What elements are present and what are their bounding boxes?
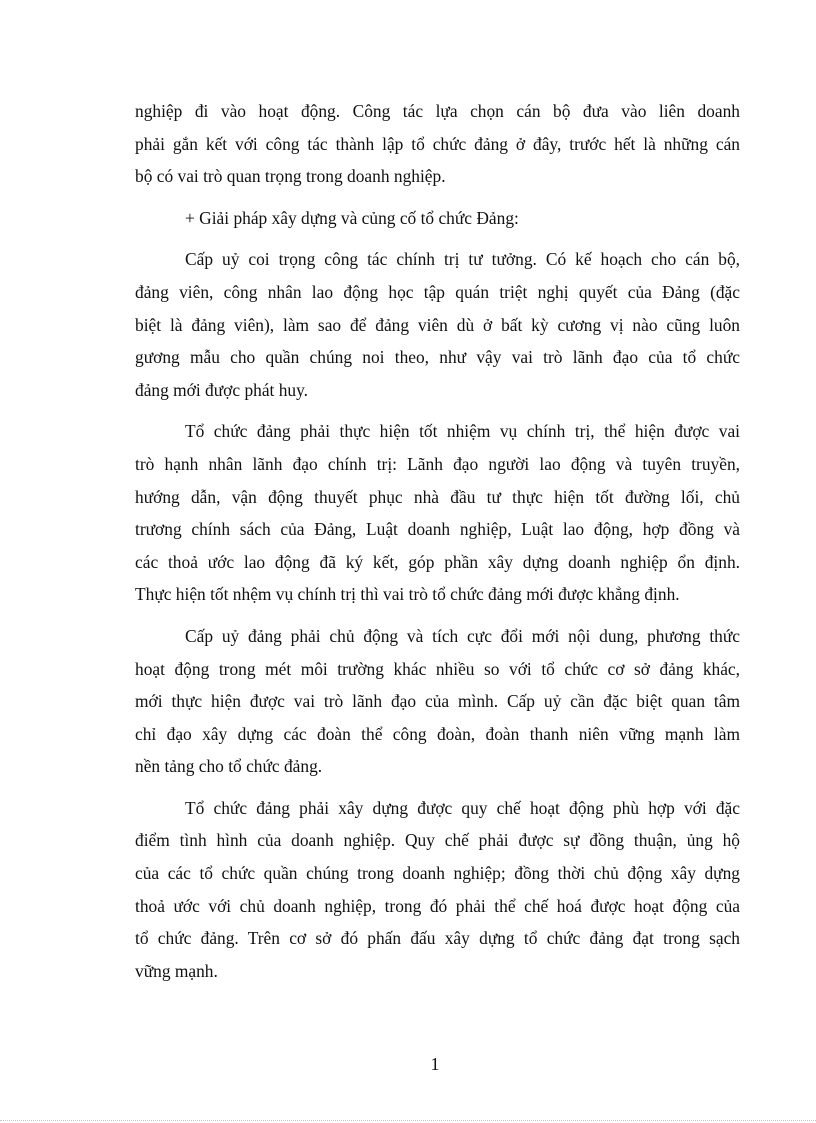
text-line: nền tảng cho tổ chức đảng.	[135, 756, 323, 777]
text-line: Cấp uỷ coi trọng công tác chính trị tư tưởng. Có kế hoạch cho cán bộ,	[185, 249, 740, 270]
text-line: vững mạnh.	[135, 960, 218, 981]
text-line: gương mẫu cho quần chúng noi theo, như vậy vai trò lãnh đạo của tổ chức	[135, 347, 740, 368]
text-line: phải gắn kết với công tác thành lập tổ chức đảng ở đây, trước hết là những cán	[135, 133, 740, 154]
text-line: đảng mới được phát huy.	[135, 379, 309, 400]
paragraph	[135, 95, 740, 193]
text-line: biệt là đảng viên), làm sao để đảng viên dù ở bất kỳ cương vị nào cũng luôn	[135, 314, 740, 335]
footer-divider	[0, 1120, 816, 1121]
text-line: Cấp uỷ đảng phải chủ động và tích cực đổi mới nội dung, phương thức	[185, 625, 740, 646]
text-line: hướng dẫn, vận động thuyết phục nhà đầu tư thực hiện tốt đường lối, chủ	[135, 486, 740, 507]
text-line: điểm tình hình của doanh nghiệp. Quy chế phải được sự đồng thuận, ủng hộ	[135, 830, 740, 851]
text-line: mới thực hiện được vai trò lãnh đạo của mình. Cấp uỷ cần đặc biệt quan tâm	[135, 691, 740, 712]
page-number: 1	[430, 1054, 440, 1074]
paragraph	[135, 415, 740, 611]
text-line: thoả ước với chủ doanh nghiệp, trong đó phải thể chế hoá được hoạt động của	[135, 895, 740, 916]
paragraph	[135, 792, 740, 988]
text-line: của các tổ chức quần chúng trong doanh nghiệp; đồng thời chủ động xây dựng	[135, 863, 740, 884]
text-line: hoạt động trong mét môi trường khác nhiều so với tổ chức cơ sở đảng khác,	[135, 658, 740, 679]
paragraph	[135, 620, 740, 783]
text-line: tổ chức đảng. Trên cơ sở đó phấn đấu xây dựng tổ chức đảng đạt trong sạch	[135, 928, 740, 949]
paragraph	[135, 243, 740, 406]
text-line: + Giải pháp xây dựng và củng cố tổ chức Đảng:	[185, 207, 519, 228]
text-line: nghiệp đi vào hoạt động. Công tác lựa chọn cán bộ đưa vào liên doanh	[135, 101, 740, 121]
text-line: trò hạnh nhân lãnh đạo chính trị: Lãnh đạo người lao động và tuyên truyền,	[135, 453, 740, 474]
document-body	[135, 95, 740, 987]
text-line: Thực hiện tốt nhệm vụ chính trị thì vai trò tổ chức đảng mới được khẳng định.	[135, 584, 680, 605]
text-line: trương chính sách của Đảng, Luật doanh nghiệp, Luật lao động, hợp đồng và	[135, 519, 740, 540]
text-line: Tổ chức đảng phải thực hiện tốt nhiệm vụ chính trị, thể hiện được vai	[185, 421, 740, 442]
text-line: Tổ chức đảng phải xây dựng được quy chế hoạt động phù hợp với đặc	[185, 797, 740, 818]
text-line: đảng viên, công nhân lao động học tập quán triệt nghị quyết của Đảng (đặc	[135, 281, 740, 302]
section-heading	[135, 202, 740, 235]
text-line: các thoả ước lao động đã ký kết, góp phần xây dựng doanh nghiệp ổn định.	[135, 551, 740, 572]
text-line: bộ có vai trò quan trọng trong doanh nghiệp.	[135, 166, 446, 187]
text-line: chỉ đạo xây dựng các đoàn thể công đoàn, đoàn thanh niên vững mạnh làm	[135, 723, 740, 744]
